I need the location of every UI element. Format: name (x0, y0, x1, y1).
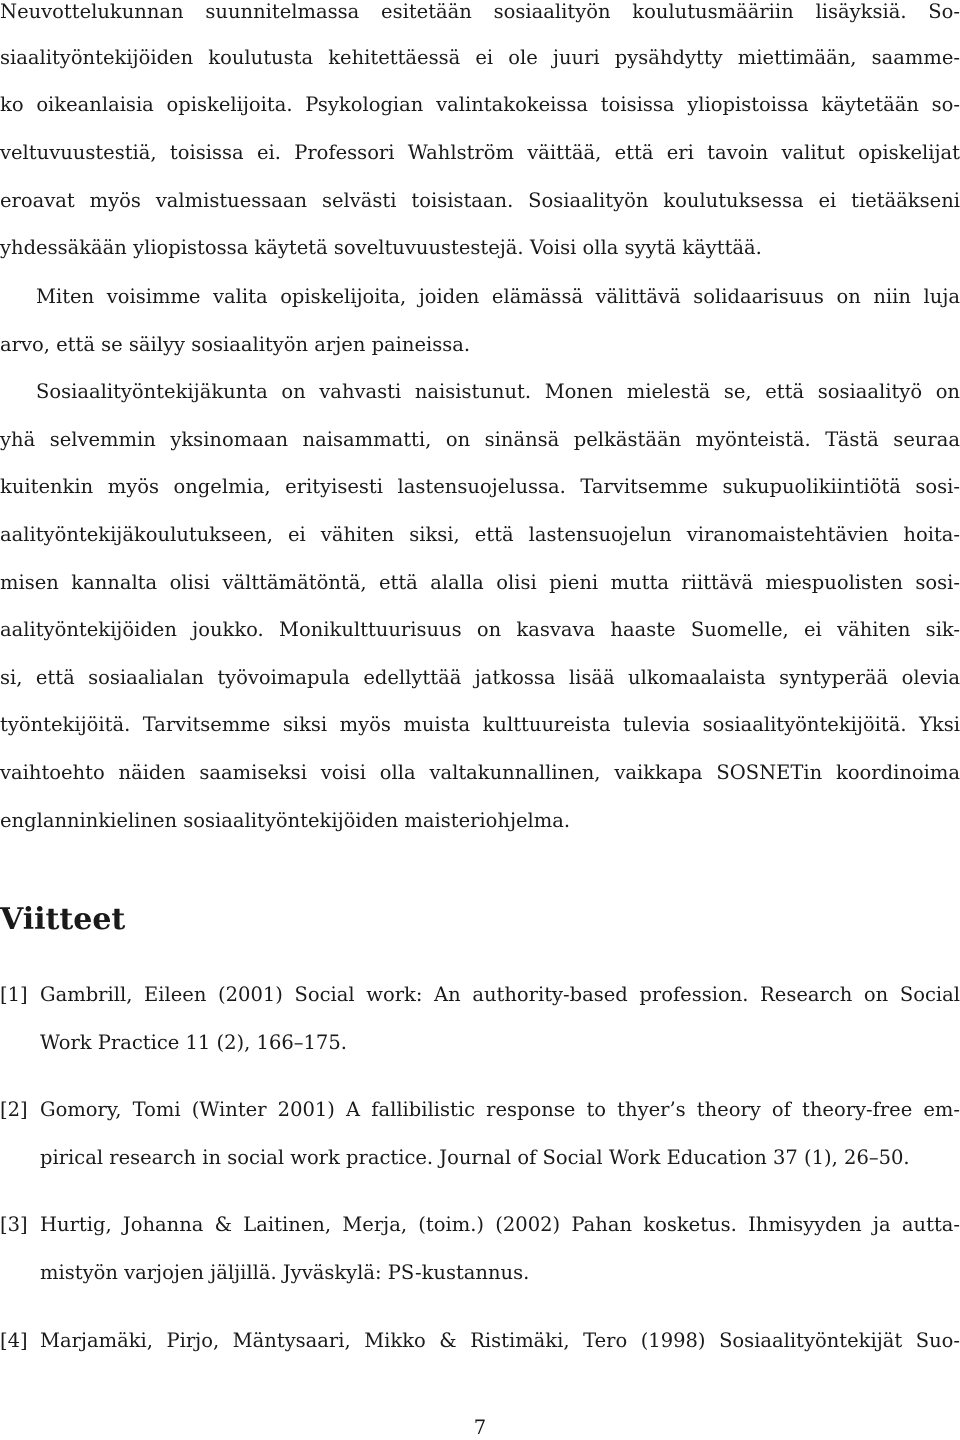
text-line: ko oikeanlaisia opiskelijoita. Psykologian valintakokeissa toisissa yliopistoissa käytetään so- (0, 93, 960, 116)
reference-line: Work Practice 11 (2), 166–175. (40, 1031, 347, 1054)
reference-line: Marjamäki, Pirjo, Mäntysaari, Mikko & Ristimäki, Tero (1998) Sosiaalityöntekijät Suo- (40, 1329, 960, 1352)
reference-line: Gambrill, Eileen (2001) Social work: An authority-based profession. Research on Social (40, 983, 960, 1006)
text-line: kuitenkin myös ongelmia, erityisesti lastensuojelussa. Tarvitsemme sukupuolikiintiötä sosi- (0, 475, 960, 498)
reference-line: Gomory, Tomi (Winter 2001) A fallibilistic response to thyer’s theory of theory-free em- (40, 1098, 960, 1121)
text-line: aalityöntekijöiden joukko. Monikulttuurisuus on kasvava haaste Suomelle, ei vähiten sik- (0, 618, 960, 641)
text-line: työntekijöitä. Tarvitsemme siksi myös muista kulttuureista tulevia sosiaalityöntekijöitä. Yksi (0, 713, 960, 736)
text-line: vaihtoehto näiden saamiseksi voisi olla valtakunnallinen, vaikkapa SOSNETin koordinoima (0, 761, 960, 784)
text-line: si, että sosiaalialan työvoimapula edellyttää jatkossa lisää ulkomaalaista syntyperää olevia (0, 666, 960, 689)
text-line: yhdessäkään yliopistossa käytetä soveltuvuustestejä. Voisi olla syytä käyttää. (0, 236, 762, 259)
text-line: aalityöntekijäkoulutukseen, ei vähiten siksi, että lastensuojelun viranomaistehtävien hoita- (0, 523, 960, 546)
text-line: Neuvottelukunnan suunnitelmassa esitetään sosiaalityön koulutusmääriin lisäyksiä. So- (0, 0, 960, 23)
references-heading: Viitteet (0, 902, 126, 937)
reference-number: [4] (0, 1329, 28, 1352)
reference-number: [3] (0, 1213, 28, 1236)
text-line: eroavat myös valmistuessaan selvästi toisistaan. Sosiaalityön koulutuksessa ei tietääkseni (0, 189, 960, 212)
text-line: veltuvuustestiä, toisissa ei. Professori Wahlström väittää, että eri tavoin valitut opiskelijat (0, 141, 960, 164)
text-line: arvo, että se säilyy sosiaalityön arjen paineissa. (0, 333, 471, 356)
text-line: yhä selvemmin yksinomaan naisammatti, on sinänsä pelkästään myönteistä. Tästä seuraa (0, 428, 960, 451)
reference-line: Hurtig, Johanna & Laitinen, Merja, (toim.) (2002) Pahan kosketus. Ihmisyyden ja autta- (40, 1213, 960, 1236)
reference-number: [1] (0, 983, 28, 1006)
text-line: misen kannalta olisi välttämätöntä, että alalla olisi pieni mutta riittävä miespuolisten sosi- (0, 571, 960, 594)
text-line: englanninkielinen sosiaalityöntekijöiden maisteriohjelma. (0, 809, 571, 832)
page-number: 7 (473, 1416, 487, 1439)
text-line: siaalityöntekijöiden koulutusta kehitettäessä ei ole juuri pysähdytty miettimään, saamme- (0, 46, 960, 69)
reference-line: mistyön varjojen jäljillä. Jyväskylä: PS-kustannus. (40, 1261, 530, 1284)
text-line: Miten voisimme valita opiskelijoita, joiden elämässä välittävä solidaarisuus on niin luja (36, 285, 960, 308)
reference-line: pirical research in social work practice. Journal of Social Work Education 37 (1), 26–50. (40, 1146, 910, 1169)
reference-number: [2] (0, 1098, 28, 1121)
text-line: Sosiaalityöntekijäkunta on vahvasti naisistunut. Monen mielestä se, että sosiaalityö on (36, 380, 960, 403)
